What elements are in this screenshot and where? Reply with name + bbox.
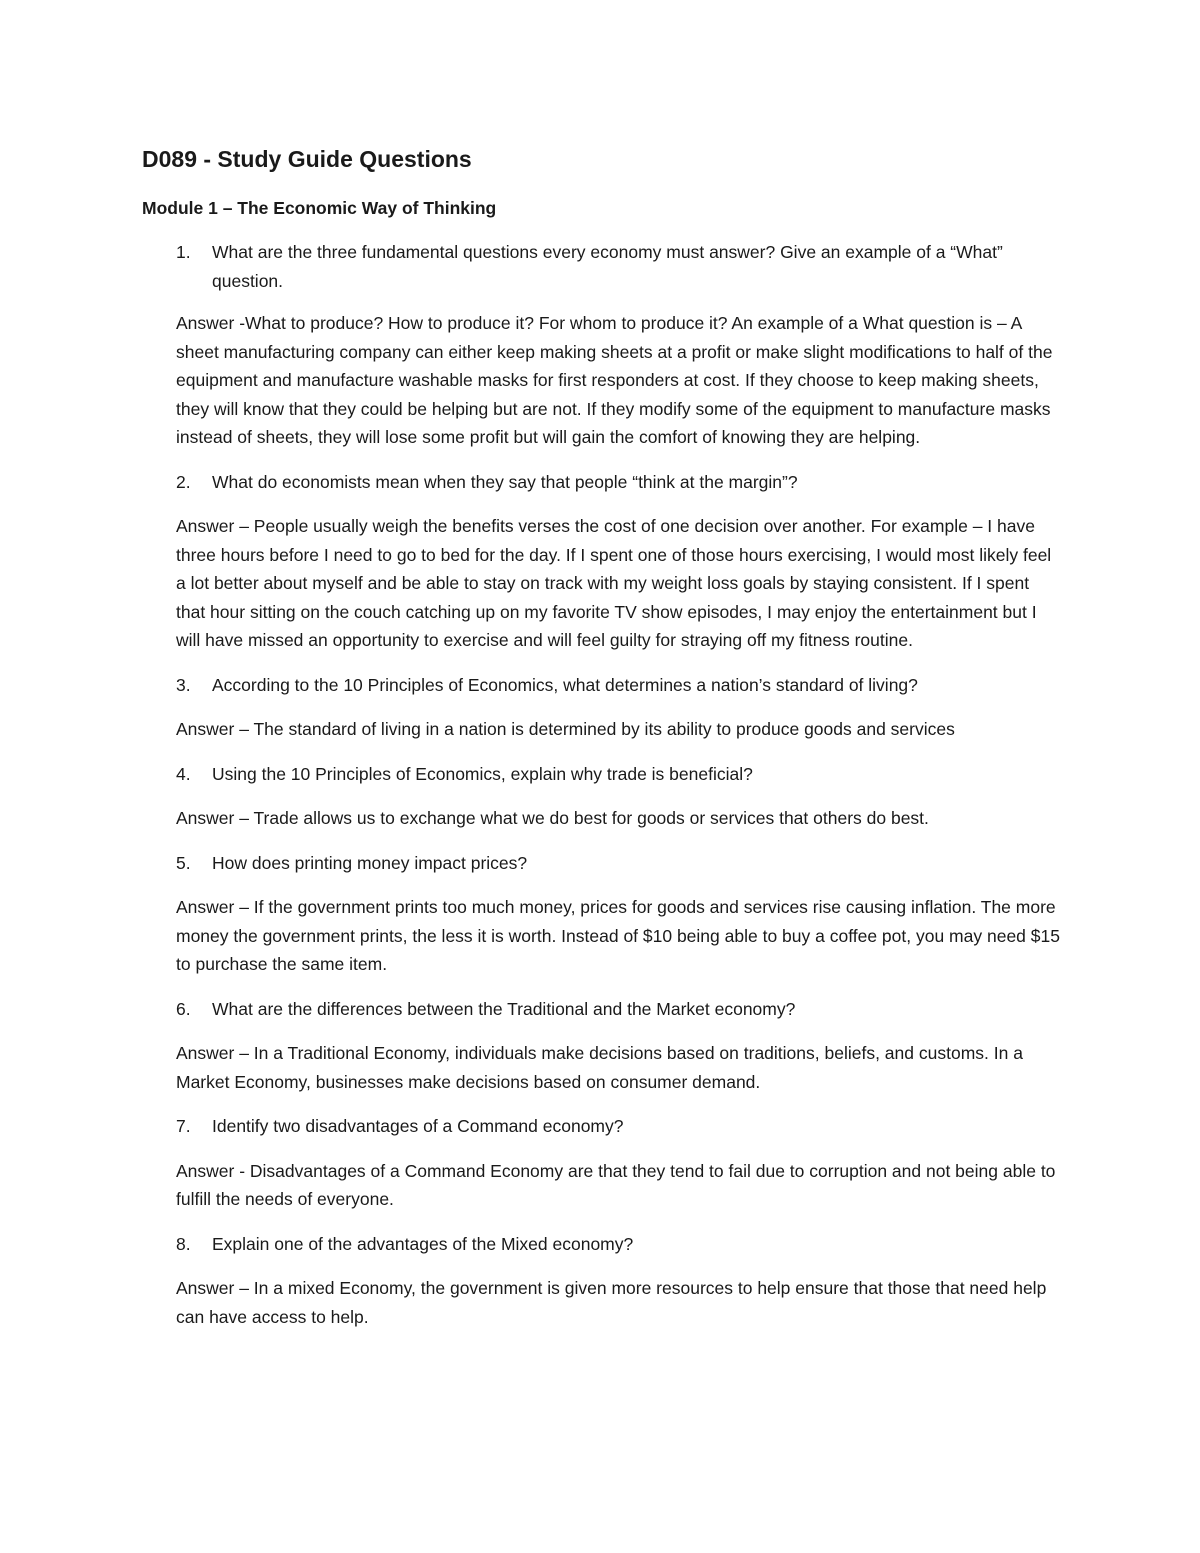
question-text [142,849,1062,878]
question-body: Identify two disadvantages of a Command economy? [212,1116,624,1136]
question-body: What are the differences between the Traditional and the Market economy? [212,998,796,1019]
answer-text: Answer – People usually weigh the benefits verses the cost of one decision over another. For example – I have three hours before I need to go to bed for the day. If I spent one of those hours exercising, I would most likely feel a lot better about myself and be able to stay on track with my weight loss goals by staying consistent. If I spent that hour sitting on the couch catching up on my favorite TV show episodes, I may enjoy the entertainment but I will have missed an opportunity to exercise and will feel guilty for straying off my fitness routine. [176,516,1052,650]
question-item [142,238,1062,452]
question-item [142,995,1062,1097]
answer-text: Answer – If the government prints too much money, prices for goods and services rise causing inflation. The more money the government prints, the less it is worth. Instead of $10 being able to buy a coffee pot, you may need $15 to purchase the same item. [176,897,1060,974]
question-body: According to the 10 Principles of Economics, what determines a nation’s standard of living? [212,674,918,695]
question-item [142,468,1062,655]
question-text [142,468,1062,497]
document-title: D089 - Study Guide Questions [142,146,472,172]
answer-text: Answer – In a mixed Economy, the government is given more resources to help ensure that those that need help can have access to help. [176,1278,1047,1327]
question-number: 8. [176,1233,191,1254]
question-number: 3. [176,674,191,695]
answer-text: Answer – Trade allows us to exchange what we do best for goods or services that others do best. [176,808,929,828]
module-heading: Module 1 – The Economic Way of Thinking [142,198,497,218]
answer-text: Answer - Disadvantages of a Command Economy are that they tend to fail due to corruption and not being able to fulfill the needs of everyone. [176,1160,1056,1209]
answer-text: Answer – The standard of living in a nation is determined by its ability to produce goods and services [176,719,955,739]
question-number: 5. [176,852,191,873]
question-item [142,1112,1062,1214]
question-body: What are the three fundamental questions every economy must answer? Give an example of a “What” question. [212,242,1003,291]
question-item [142,849,1062,979]
question-text [142,1112,1062,1141]
question-item [142,1230,1062,1332]
question-text [142,760,1062,789]
question-body: How does printing money impact prices? [212,852,528,873]
question-text [142,671,1062,700]
question-number: 1. [176,242,191,262]
question-item [142,760,1062,833]
answer-text: Answer – In a Traditional Economy, individuals make decisions based on traditions, beliefs, and customs. In a Market Economy, businesses make decisions based on consumer demand. [176,1043,1023,1092]
question-text [142,995,1062,1024]
question-text [142,238,1062,295]
question-body: Using the 10 Principles of Economics, explain why trade is beneficial? [212,763,753,784]
document-content [142,140,1062,1331]
question-text [142,1230,1062,1259]
question-number: 7. [176,1116,191,1136]
question-body: Explain one of the advantages of the Mixed economy? [212,1233,634,1254]
answer-text: Answer -What to produce? How to produce it? For whom to produce it? An example of a What question is – A sheet manufacturing company can either keep making sheets at a profit or make slight modifications to half of the equipment and manufacture washable masks for first responders at cost. If they choose to keep making sheets, they will know that they could be helping but are not. If they modify some of the equipment to manufacture masks instead of sheets, they will lose some profit but will gain the comfort of knowing they are helping. [176,313,1053,447]
question-number: 2. [176,471,191,492]
question-number: 6. [176,998,191,1019]
question-item [142,671,1062,744]
question-number: 4. [176,763,191,784]
question-body: What do economists mean when they say that people “think at the margin”? [212,471,798,492]
